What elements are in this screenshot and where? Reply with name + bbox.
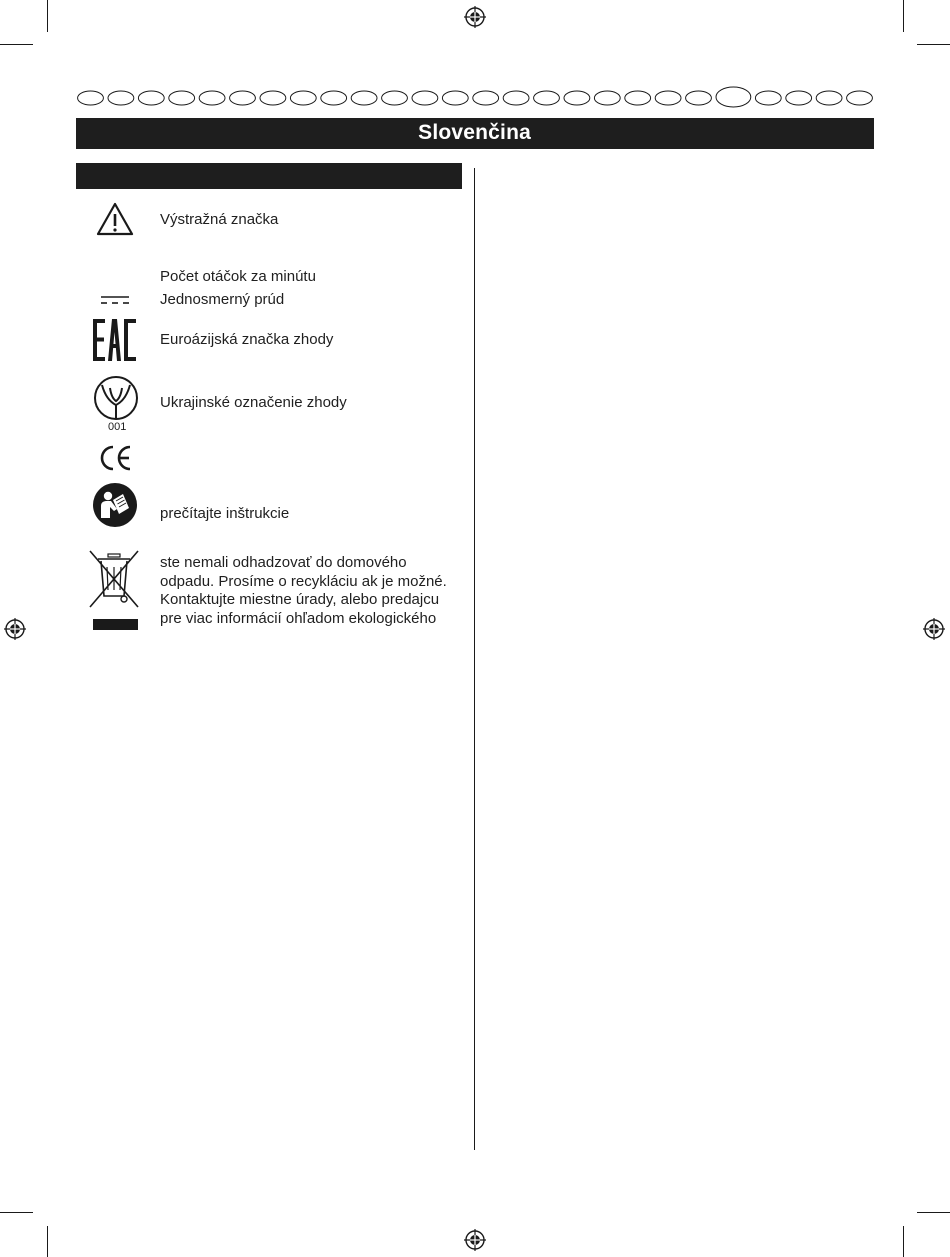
language-tab <box>321 91 347 105</box>
crop-mark-top-right-h <box>917 44 950 45</box>
crop-mark-top-left-h <box>0 44 33 45</box>
language-tab <box>847 91 873 105</box>
eac-mark-icon <box>92 318 138 362</box>
language-tab <box>816 91 842 105</box>
language-tab <box>351 91 377 105</box>
symbol-label-eac: Euroázijská značka zhody <box>160 331 334 348</box>
crop-mark-bottom-left-v <box>47 1226 48 1257</box>
ukrainian-mark-caption: 001 <box>108 421 127 433</box>
symbol-label-dc: Jednosmerný prúd <box>160 291 285 308</box>
language-tab <box>655 91 681 105</box>
language-tab <box>564 91 590 105</box>
ce-mark-icon <box>97 444 133 472</box>
direct-current-icon <box>100 294 130 306</box>
weee-line-1: ste nemali odhadzovať do domového <box>160 554 407 571</box>
crop-mark-top-left-v <box>47 0 48 32</box>
symbol-label-ukrainian: Ukrajinské označenie zhody <box>160 394 347 411</box>
language-tab <box>625 91 651 105</box>
language-tab <box>138 91 164 105</box>
language-tab <box>260 91 286 105</box>
language-tab <box>412 91 438 105</box>
language-tab <box>290 91 316 105</box>
crop-mark-bottom-right-h <box>917 1212 950 1213</box>
weee-bin-icon <box>88 549 140 631</box>
registration-mark-right-icon <box>923 618 945 640</box>
language-tab-ovals <box>76 86 874 108</box>
language-tab <box>594 91 620 105</box>
registration-mark-left-icon <box>4 618 26 640</box>
crop-mark-bottom-right-v <box>903 1226 904 1257</box>
warning-triangle-icon <box>95 201 135 237</box>
symbol-label-rpm: Počet otáčok za minútu <box>160 268 316 285</box>
crop-mark-bottom-left-h <box>0 1212 33 1213</box>
language-tab <box>442 91 468 105</box>
symbol-label-read-manual: prečítajte inštrukcie <box>160 505 290 522</box>
ukrainian-conformity-icon <box>93 374 139 422</box>
read-manual-icon <box>92 482 138 528</box>
section-heading-bar <box>76 163 462 189</box>
symbol-label-weee <box>160 554 447 628</box>
language-tab <box>755 91 781 105</box>
language-tab <box>169 91 195 105</box>
language-tab <box>108 91 134 105</box>
registration-mark-top-icon <box>464 6 486 28</box>
language-tab <box>78 91 104 105</box>
language-tab <box>503 91 529 105</box>
language-tab <box>534 91 560 105</box>
language-tab <box>686 91 712 105</box>
weee-line-3: Kontaktujte miestne úrady, alebo predajcu <box>160 591 440 608</box>
symbol-label-warning: Výstražná značka <box>160 211 279 228</box>
language-tab <box>382 91 408 105</box>
weee-line-2: odpadu. Prosíme o recykláciu ak je možné. <box>160 572 447 590</box>
language-title: Slovenčina <box>418 121 531 144</box>
language-tab <box>230 91 256 105</box>
language-tab <box>473 91 499 105</box>
language-tab <box>199 91 225 105</box>
column-divider <box>474 168 475 1150</box>
weee-line-4: pre viac informácií ohľadom ekologického <box>160 609 437 627</box>
registration-mark-bottom-icon <box>464 1229 486 1251</box>
language-tab-active <box>716 87 751 107</box>
language-tab <box>786 91 812 105</box>
crop-mark-top-right-v <box>903 0 904 32</box>
language-header-bar <box>76 118 874 149</box>
